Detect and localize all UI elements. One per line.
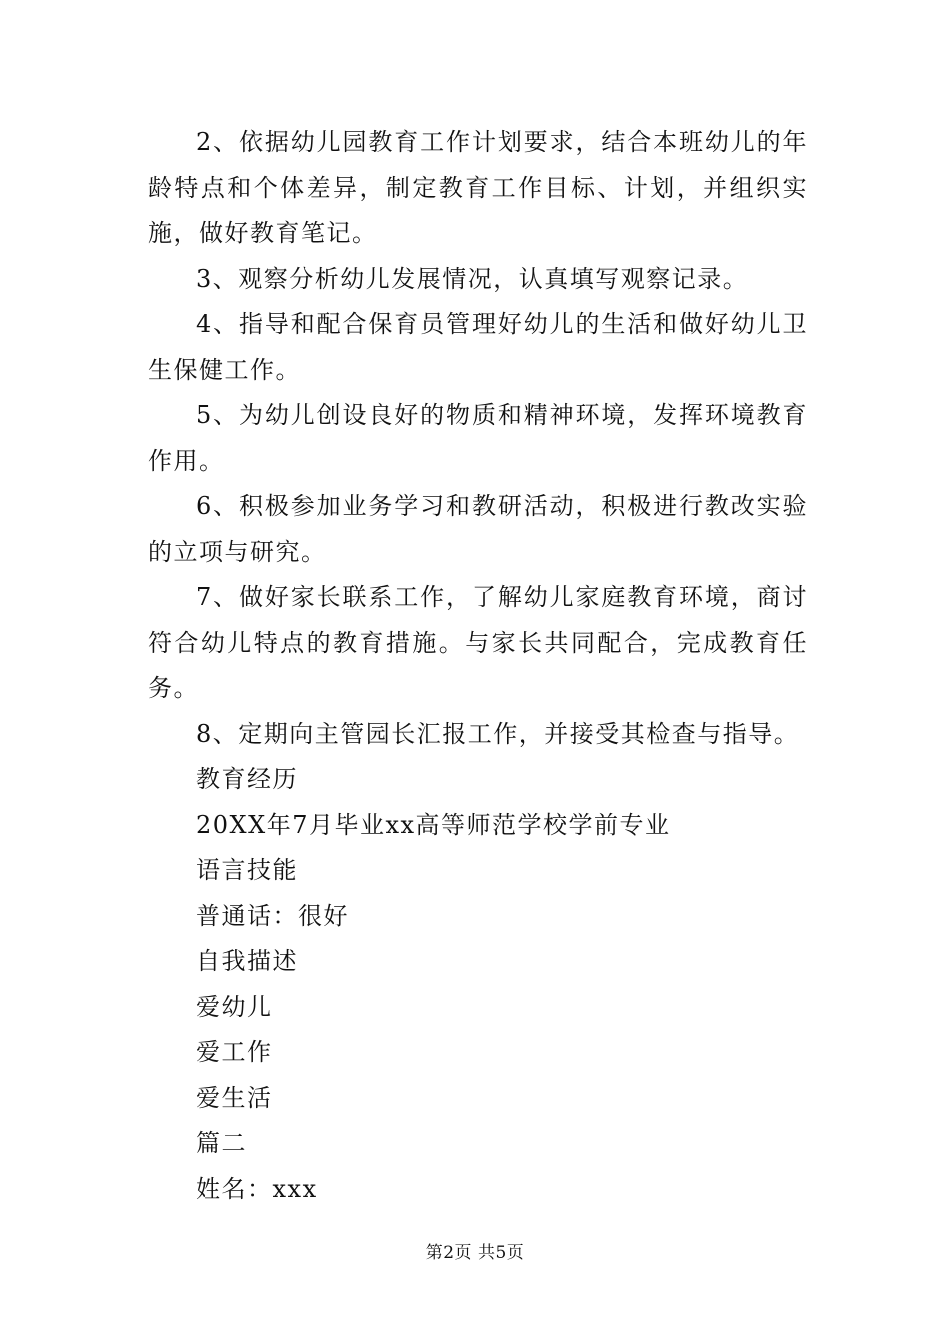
- education-entry: 20XX年7月毕业xx高等师范学校学前专业: [196, 810, 671, 839]
- duty-item-6: 6、积极参加业务学习和教研活动，积极进行教改实验的立项与研究。: [148, 492, 808, 566]
- section-heading-self-description: 自我描述: [196, 947, 298, 975]
- duty-item-8: 8、定期向主管园长汇报工作，并接受其检查与指导。: [196, 719, 800, 748]
- name-entry: 姓名：xxx: [196, 1174, 318, 1203]
- self-description-item: 爱工作: [196, 1038, 273, 1066]
- section-heading-education: 教育经历: [196, 765, 298, 793]
- page-number-footer: 第2页 共5页: [425, 1243, 525, 1263]
- language-entry: 普通话：很好: [196, 901, 349, 930]
- duty-item-4: 4、指导和配合保育员管理好幼儿的生活和做好幼儿卫生保健工作。: [148, 310, 808, 384]
- section-heading-part-two: 篇二: [196, 1129, 247, 1157]
- self-description-item: 爱生活: [196, 1083, 273, 1112]
- duty-item-7: 7、做好家长联系工作，了解幼儿家庭教育环境，商讨符合幼儿特点的教育措施。与家长共同配合，完成教育任务。: [148, 583, 808, 702]
- duty-item-5: 5、为幼儿创设良好的物质和精神环境，发挥环境教育作用。: [148, 401, 808, 475]
- duty-item-2: 2、依据幼儿园教育工作计划要求，结合本班幼儿的年龄特点和个体差异，制定教育工作目标、计划，并组织实施，做好教育笔记。: [148, 128, 808, 247]
- self-description-item: 爱幼儿: [196, 992, 273, 1021]
- duty-item-3: 3、观察分析幼儿发展情况，认真填写观察记录。: [196, 264, 749, 293]
- document-body: [148, 120, 808, 1212]
- section-heading-language: 语言技能: [196, 856, 298, 884]
